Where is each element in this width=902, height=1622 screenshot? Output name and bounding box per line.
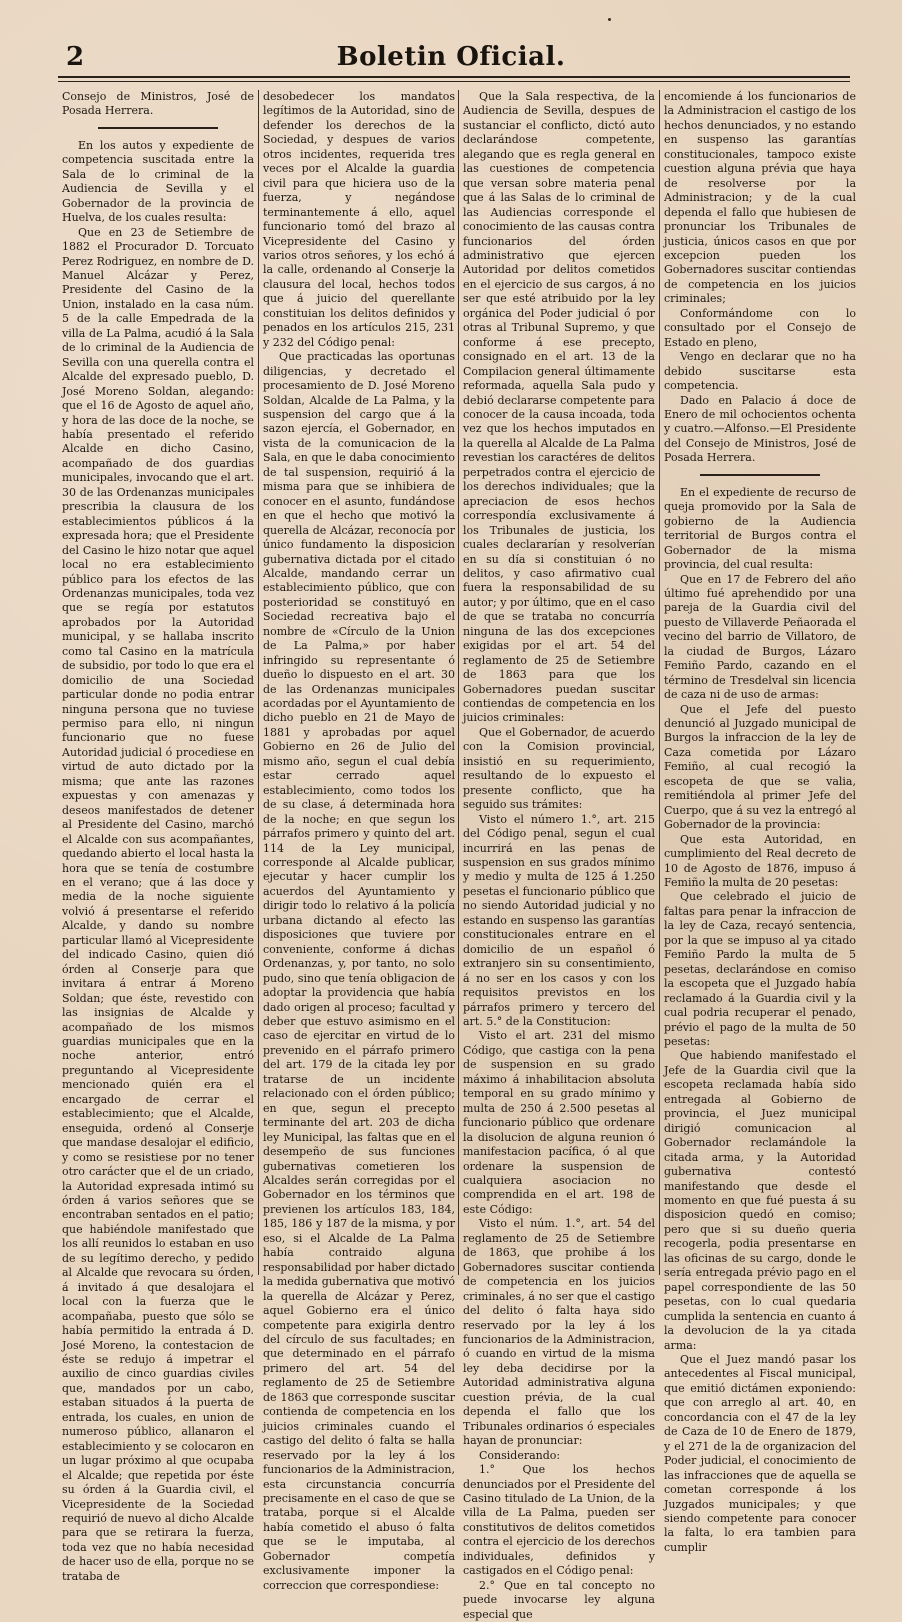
paragraph: Visto el número 1.°, art. 215 del Código penal, segun el cual incurrirá en las penas de suspension en sus grados mínimo y medio y multa de 125 á 1.250 pesetas el funcionario público que no siendo Autoridad judicial y no estando en suspenso las garantías constitucionales entrare en el domicilio de un español ó extranjero sin su consentimiento, á no ser en los casos y con los requisitos previstos en los párrafos primero y tercero del art. 5.° de la Constitucion: [463,812,655,1028]
paragraph: Considerando: [479,1448,561,1462]
paragraph: Que en 23 de Setiembre de 1882 el Procurador D. Torcuato Perez Rodriguez, en nombre de D. Manuel Alcázar y Perez, Presidente del Casino de la Union, instalado en la casa núm. 5 de la calle Empedrada de la villa de La Palma, acudió á la Sala de lo criminal de la Audiencia de Sevilla con una querella contra el Alcalde del expresado pueblo, D. José Moreno Soldan, alegando: que el 16 de Agosto de aquel año, y hora de las doce de la noche, se había presentado el referido Alcalde en dicho Casino, acompañado de dos guardias municipales, invocando que el art. 30 de las Ordenanzas municipales prescribia la clausura de los establecimientos públicos á la expresada hora; que el Presidente del Casino le hizo notar que aquel local no era establecimiento público para los efectos de las Ordenanzas municipales, toda vez que se regía por estatutos aprobados por la Autoridad municipal, y se hallaba inscrito como tal Casino en la matrícula de subsidio, por todo lo que era el domicilio de una Sociedad particular donde no podia entrar ninguna persona que no tuviese permiso para ello, ni ningun funcionario que no fuese Autoridad judicial ó procediese en virtud de auto dictado por la misma; que ante las razones expuestas y con amenazas y deseos manifestados de detener al Presidente del Casino, marchó el Alcalde con sus acompañantes, quedando abierto el local hasta la hora que se tenía de costumbre en el verano; que á las doce y media de la noche siguiente volvió á presentarse el referido Alcalde, y dando su nombre particular llamó al Vicepresidente del indicado Casino, quien dió órden al Conserje para que invitara á entrar á Moreno Soldan; que éste, revestido con las insignias de Alcalde y acompañado de los mismos guardias municipales que en la noche anterior, entró preguntando al Vicepresidente mencionado quién era el encargado de cerrar el establecimiento; que el Alcalde, enseguida, ordenó al Conserje que mandase desalojar el edificio, y como se resistiese por no tener otro carácter que el de un criado, la Autoridad expresada intimó su órden á varios señores que se encontraban sentados en el patio; que habiéndole manifestado que los allí reunidos lo estaban en uso de su legítimo derecho, y pedido al Alcalde que revocara su órden, á invitado á que desalojara el local con la fuerza que le acompañaba, puesto que sólo se había permitido la entrada á D. José Moreno, la contestacion de éste se redujo á impetrar el auxilio de cinco guardias civiles que, mandados por un cabo, estaban situados á la puerta de entrada, los cuales, en union de numeroso público, allanaron el establecimiento y se colocaron en un lugar próximo al que ocupaba el Alcalde; que repetida por éste su órden á la Guardia civil, el Vicepresidente de la Sociedad requirió de nuevo al dicho Alcalde para que se retirara la fuerza, toda vez que no había necesidad de hacer uso de ella, porque no se trataba de [62,225,254,1583]
page-title: Boletin Oficial. [336,42,566,72]
paragraph: Vengo en declarar que no ha debido suscitarse esta competencia. [664,350,856,393]
column-divider [258,90,259,1275]
text-column-4 [664,90,856,1554]
paragraph: Que habiendo manifestado el Jefe de la Guardia civil que la escopeta reclamada había sido entregada al Gobierno de provincia, el Juez municipal dirigió comunicacion al Gobernador reclamándole la citada arma, y la Autoridad gubernativa contestó manifestando que desde el momento en que fué puesta á su disposicion quedó en comiso; pero que si su dueño queria recogerla, podia presentarse en las oficinas de su cargo, donde le sería entregada prévio pago en el papel correspondiente de las 50 pesetas, con lo cual quedaria cumplida la sentencia en cuanto á la devolucion de la ya citada arma: [664,1049,856,1352]
paragraph: Que celebrado el juicio de faltas para penar la infraccion de la ley de Caza, recayó sentencia, por la que se impuso al ya citado Femiño Pardo la multa de 5 pesetas, declarándose en comiso la escopeta que el Juzgado había reclamado á la Guardia civil y la cual podria recuperar el penado, prévio el pago de la multa de 50 pesetas: [664,890,856,1048]
column-divider [659,90,660,1275]
text-column-2 [263,90,455,1592]
section-separator [700,474,820,476]
paragraph: 1.° Que los hechos denunciados por el Presidente del Casino titulado de La Union, de la villa de La Palma, pueden ser constitutivos de delitos cometidos contra el ejercicio de los derechos individuales, definidos y castigados en el Código penal: [463,1463,655,1578]
header-rule-thick [58,76,850,78]
paragraph: En los autos y expediente de competencia suscitada entre la Sala de lo criminal de la Audiencia de Sevilla y el Gobernador de la provincia de Huelva, de los cuales resulta: [62,138,254,225]
paragraph: Que en 17 de Febrero del año último fué aprehendido por una pareja de la Guardia civil del puesto de Villaverde Peñaorada el vecino del barrio de Villatoro, de la ciudad de Burgos, Lázaro Femiño Pardo, cazando en el término de Tresdelval sin licencia de caza ni de uso de armas: [664,572,856,702]
print-speck [608,18,611,21]
paragraph: encomiende á los funcionarios de la Administracion el castigo de los hechos denunciados, y no estando en suspenso las garantías constitucionales, tampoco existe cuestion alguna prévia que haya de resolverse por la Administracion; y de la cual dependa el fallo que hubiesen de pronunciar los Tribunales de justicia, únicos casos en que por excepcion pueden los Gobernadores suscitar contiendas de competencia en los juicios criminales; [664,90,856,306]
paragraph: Consejo de Ministros, José de Posada Herrera. [62,90,254,118]
paragraph: Visto el núm. 1.°, art. 54 del reglamento de 25 de Setiembre de 1863, que prohibe á los Gobernadores suscitar contienda de competencia en los juicios criminales, á no ser que el castigo del delito ó falta haya sido reservado por la ley á los funcionarios de la Administracion, ó cuando en virtud de la misma ley deba decidirse por la Autoridad administrativa alguna cuestion prévia, de la cual dependa el fallo que los Tribunales ordinarios ó especiales hayan de pronunciar: [463,1217,655,1448]
paragraph: Que el Gobernador, de acuerdo con la Comision provincial, insistió en su requerimiento, resultando de lo expuesto el presente conflicto, que ha seguido sus trámites: [463,725,655,812]
paragraph: Dado en Palacio á doce de Enero de mil ochocientos ochenta y cuatro.—Alfonso.—El Presidente del Consejo de Ministros, José de Posada Herrera. [664,393,856,465]
column-divider [458,90,459,1275]
paragraph: Visto el art. 231 del mismo Código, que castiga con la pena de suspension en su grado máximo á inhabilitacion absoluta temporal en su grado mínimo y multa de 250 á 2.500 pesetas al funcionario público que ordenare la disolucion de alguna reunion ó manifestacion pacífica, ó al que ordenare la suspension de cualquiera asociacion no comprendida en el art. 198 de este Código: [463,1029,655,1216]
paragraph: Que la Sala respectiva, de la Audiencia de Sevilla, despues de sustanciar el conflicto, dictó auto declarándose competente, alegando que es regla general en las cuestiones de competencia que versan sobre materia penal que á las Salas de lo criminal de las Audiencias corresponde el conocimiento de las causas contra funcionarios del órden administrativo que ejercen Autoridad por delitos cometidos en el ejercicio de sus cargos, á no ser que esté atribuido por la ley orgánica del Poder judicial ó por otras al Tribunal Supremo, y que conforme á ese precepto, consignado en el art. 13 de la Compilacion general últimamente reformada, aquella Sala pudo y debió declararse competente para conocer de la causa incoada, toda vez que los hechos imputados en la querella al Alcalde de La Palma revestian los caractéres de delitos perpetrados contra el ejercicio de los derechos individuales; que la apreciacion de esos hechos correspondía exclusivamente á los Tribunales de justicia, los cuales declararían y resolverían en su día si constituian ó no delitos, y caso afirmativo cual fuera la responsabilidad de su autor; y por último, que en el caso de que se trataba no concurría ninguna de las dos excepciones exigidas por el art. 54 del reglamento de 25 de Setiembre de 1863 para que los Gobernadores puedan suscitar contiendas de competencia en los juicios criminales: [463,90,655,725]
paragraph: 2.° Que en tal concepto no puede invocarse ley alguna especial que [463,1578,655,1621]
paragraph: En el expediente de recurso de queja promovido por la Sala de gobierno de la Audiencia territorial de Burgos contra el Gobernador de la misma provincia, del cual resulta: [664,485,856,572]
paragraph: Conformándome con lo consultado por el Consejo de Estado en pleno, [664,306,856,349]
paragraph: desobedecer los mandatos legítimos de la Autoridad, sino de defender los derechos de la Sociedad, y despues de varios otros incidentes, requerida tres veces por el Alcalde la guardia civil para que hiciera uso de la fuerza, y negándose terminantemente á ello, aquel funcionario tomó del brazo al Vicepresidente del Casino y varios otros señores, y los echó á la calle, ordenando al Conserje la clausura del local, hechos todos que á juicio del querellante constituian los delitos definidos y penados en los artículos 215, 231 y 232 del Código penal: [263,90,455,349]
paragraph: Que practicadas las oportunas diligencias, y decretado el procesamiento de D. José Moreno Soldan, Alcalde de La Palma, y la suspension del cargo que á la sazon ejercía, el Gobernador, en vista de la comunicacion de la Sala, en que le daba conocimiento de tal suspension, requirió á la misma para que se inhibiera de conocer en el asunto, fundándose en que el hecho que motivó la querella de Alcázar, reconocía por único fundamento la disposicion gubernativa dictada por el citado Alcalde, mandando cerrar un establecimiento público, que con posterioridad se constituyó en Sociedad recreativa bajo el nombre de «Círculo de la Union de La Palma,» por haber infringido su representante ó dueño lo dispuesto en el art. 30 de las Ordenanzas municipales acordadas por el Ayuntamiento de dicho pueblo en 21 de Mayo de 1881 y aprobadas por aquel Gobierno en 26 de Julio del mismo año, segun el cual debía estar cerrado aquel establecimiento, como todos los de su clase, á determinada hora de la noche; en que segun los párrafos primero y quinto del art. 114 de la Ley municipal, corresponde al Alcalde publicar, ejecutar y hacer cumplir los acuerdos del Ayuntamiento y dirigir todo lo relativo á la policía urbana dictando al efecto las disposiciones que tuviere por conveniente, conforme á dichas Ordenanzas, y, por tanto, no solo pudo, sino que tenía obligacion de adoptar la providencia que había dado origen al proceso; facultad y deber que estuvo asimismo en el caso de ejercitar en virtud de lo prevenido en el párrafo primero del art. 179 de la citada ley por tratarse de un incidente relacionado con el órden público; en que, segun el precepto terminante del art. 203 de dicha ley Municipal, las faltas que en el desempeño de sus funciones gubernativas cometieren los Alcaldes serán corregidas por el Gobernador en los términos que previenen los artículos 183, 184, 185, 186 y 187 de la misma, y por eso, si el Alcalde de La Palma había contraido alguna responsabilidad por haber dictado la medida gubernativa que motivó la querella de Alcázar y Perez, aquel Gobierno era el único competente para exigirla dentro del círculo de sus facultades; en que determinado en el párrafo primero del art. 54 del reglamento de 25 de Setiembre de 1863 que corresponde suscitar contienda de competencia en los juicios criminales cuando el castigo del delito ó falta se halla reservado por la ley á los funcionarios de la Administracion, esta circunstancia concurría precisamente en el caso de que se trataba, porque si el Alcalde había cometido el abuso ó falta que se le imputaba, al Gobernador competía exclusivamente imponer la correccion que correspondiese: [263,350,455,1592]
text-column-3 [463,90,655,1621]
text-column-1 [62,90,254,1583]
paragraph: Que esta Autoridad, en cumplimiento del Real decreto de 10 de Agosto de 1876, impuso á Femiño la multa de 20 pesetas: [664,832,856,890]
paragraph: Que el Jefe del puesto denunció al Juzgado municipal de Burgos la infraccion de la ley de Caza cometida por Lázaro Femiño, al cual recogió la escopeta de que se valia, remitiéndola al primer Jefe del Cuerpo, que á su vez la entregó al Gobernador de la provincia: [664,702,856,832]
section-separator [98,127,218,129]
paragraph: Que el Juez mandó pasar los antecedentes al Fiscal municipal, que emitió dictámen exponiendo: que con arreglo al art. 40, en concordancia con el 47 de la ley de Caza de 10 de Enero de 1879, y el 271 de la de organizacion del Poder judicial, el conocimiento de las infracciones que de aquella se cometan corresponde á los Juzgados municipales; y que siendo competente para conocer la falta, lo era tambien para cumplir [664,1352,856,1554]
header-rule-thin [58,81,850,82]
page-number: 2 [66,42,85,72]
